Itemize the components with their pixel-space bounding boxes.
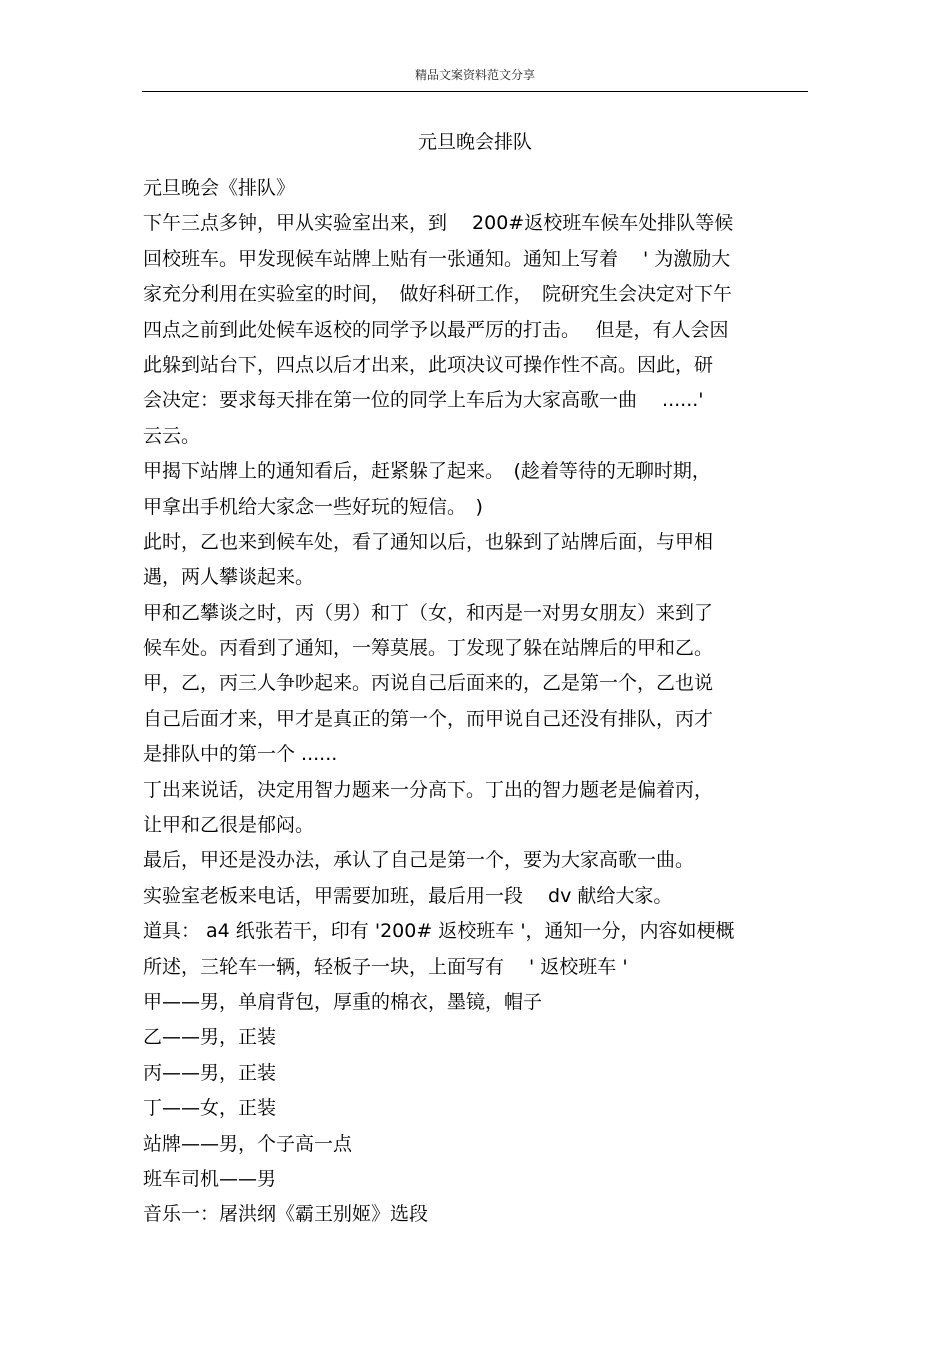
body-line: 家充分利用在实验室的时间， 做好科研工作， 院研究生会决定对下午 — [143, 283, 733, 306]
body-line: 候车处。丙看到了通知，一筹莫展。丁发现了躲在站牌后的甲和乙。 — [143, 637, 714, 660]
body-line: 云云。 — [143, 424, 201, 447]
body-line: 下午三点多钟，甲从实验室出来，到 200#返校班车候车处排队等候 — [143, 212, 734, 235]
body-line: 此躲到站台下，四点以后才出来，此项决议可操作性不高。因此，研 — [143, 353, 714, 376]
body-line: 四点之前到此处候车返校的同学予以最严厉的打击。 但是，有人会因 — [143, 318, 729, 341]
body-line: 是排队中的第一个 ...... — [143, 743, 338, 766]
body-line: 乙——男，正装 — [143, 1026, 277, 1049]
body-line: 丁出来说话，决定用智力题来一分高下。丁出的智力题老是偏着丙， — [143, 778, 714, 801]
body-line: 此时，乙也来到候车处，看了通知以后，也躲到了站牌后面，与甲相 — [143, 530, 714, 553]
body-line: 丁——女，正装 — [143, 1097, 277, 1120]
body-line: 让甲和乙很是郁闷。 — [143, 814, 315, 837]
body-line: 遇，两人攀谈起来。 — [143, 566, 315, 589]
body-line: 元旦晚会《排队》 — [143, 177, 296, 199]
page-header-text: 精品文案资料范文分享 — [414, 68, 535, 82]
document-body — [143, 174, 808, 1236]
body-line: 道具： a4 纸张若干，印有 '200# 返校班车 '，通知一分，内容如梗概 — [143, 920, 735, 943]
body-line: 甲和乙攀谈之时，丙（男）和丁（女，和丙是一对男女朋友）来到了 — [143, 601, 714, 624]
body-line: 所述，三轮车一辆，轻板子一块，上面写有 ' 返校班车 ' — [143, 955, 628, 978]
body-line: 实验室老板来电话，甲需要加班，最后用一段 dv 献给大家。 — [143, 884, 673, 907]
body-line: 班车司机——男 — [143, 1167, 277, 1190]
body-line: 甲——男，单肩背包，厚重的棉衣，墨镜，帽子 — [143, 990, 543, 1013]
body-line: 甲，乙，丙三人争吵起来。丙说自己后面来的，乙是第一个，乙也说 — [143, 672, 714, 695]
body-line: 会决定：要求每天排在第一位的同学上车后为大家高歌一曲 ......' — [143, 389, 704, 412]
body-line: 自己后面才来，甲才是真正的第一个，而甲说自己还没有排队，丙才 — [143, 707, 714, 730]
body-line: 音乐一：屠洪纲《霸王别姬》选段 — [143, 1203, 429, 1226]
body-line: 甲揭下站牌上的通知看后，赶紧躲了起来。 (趁着等待的无聊时期， — [143, 460, 711, 483]
body-line: 最后，甲还是没办法，承认了自己是第一个，要为大家高歌一曲。 — [143, 849, 695, 872]
body-line: 甲拿出手机给大家念一些好玩的短信。 ) — [143, 495, 483, 518]
body-line: 回校班车。甲发现候车站牌上贴有一张通知。通知上写着 ' 为激励大 — [143, 247, 731, 270]
header-divider — [142, 91, 808, 92]
document-title: 元旦晚会排队 — [417, 131, 532, 153]
body-line: 丙——男，正装 — [143, 1061, 277, 1084]
body-line: 站牌——男，个子高一点 — [143, 1132, 353, 1155]
